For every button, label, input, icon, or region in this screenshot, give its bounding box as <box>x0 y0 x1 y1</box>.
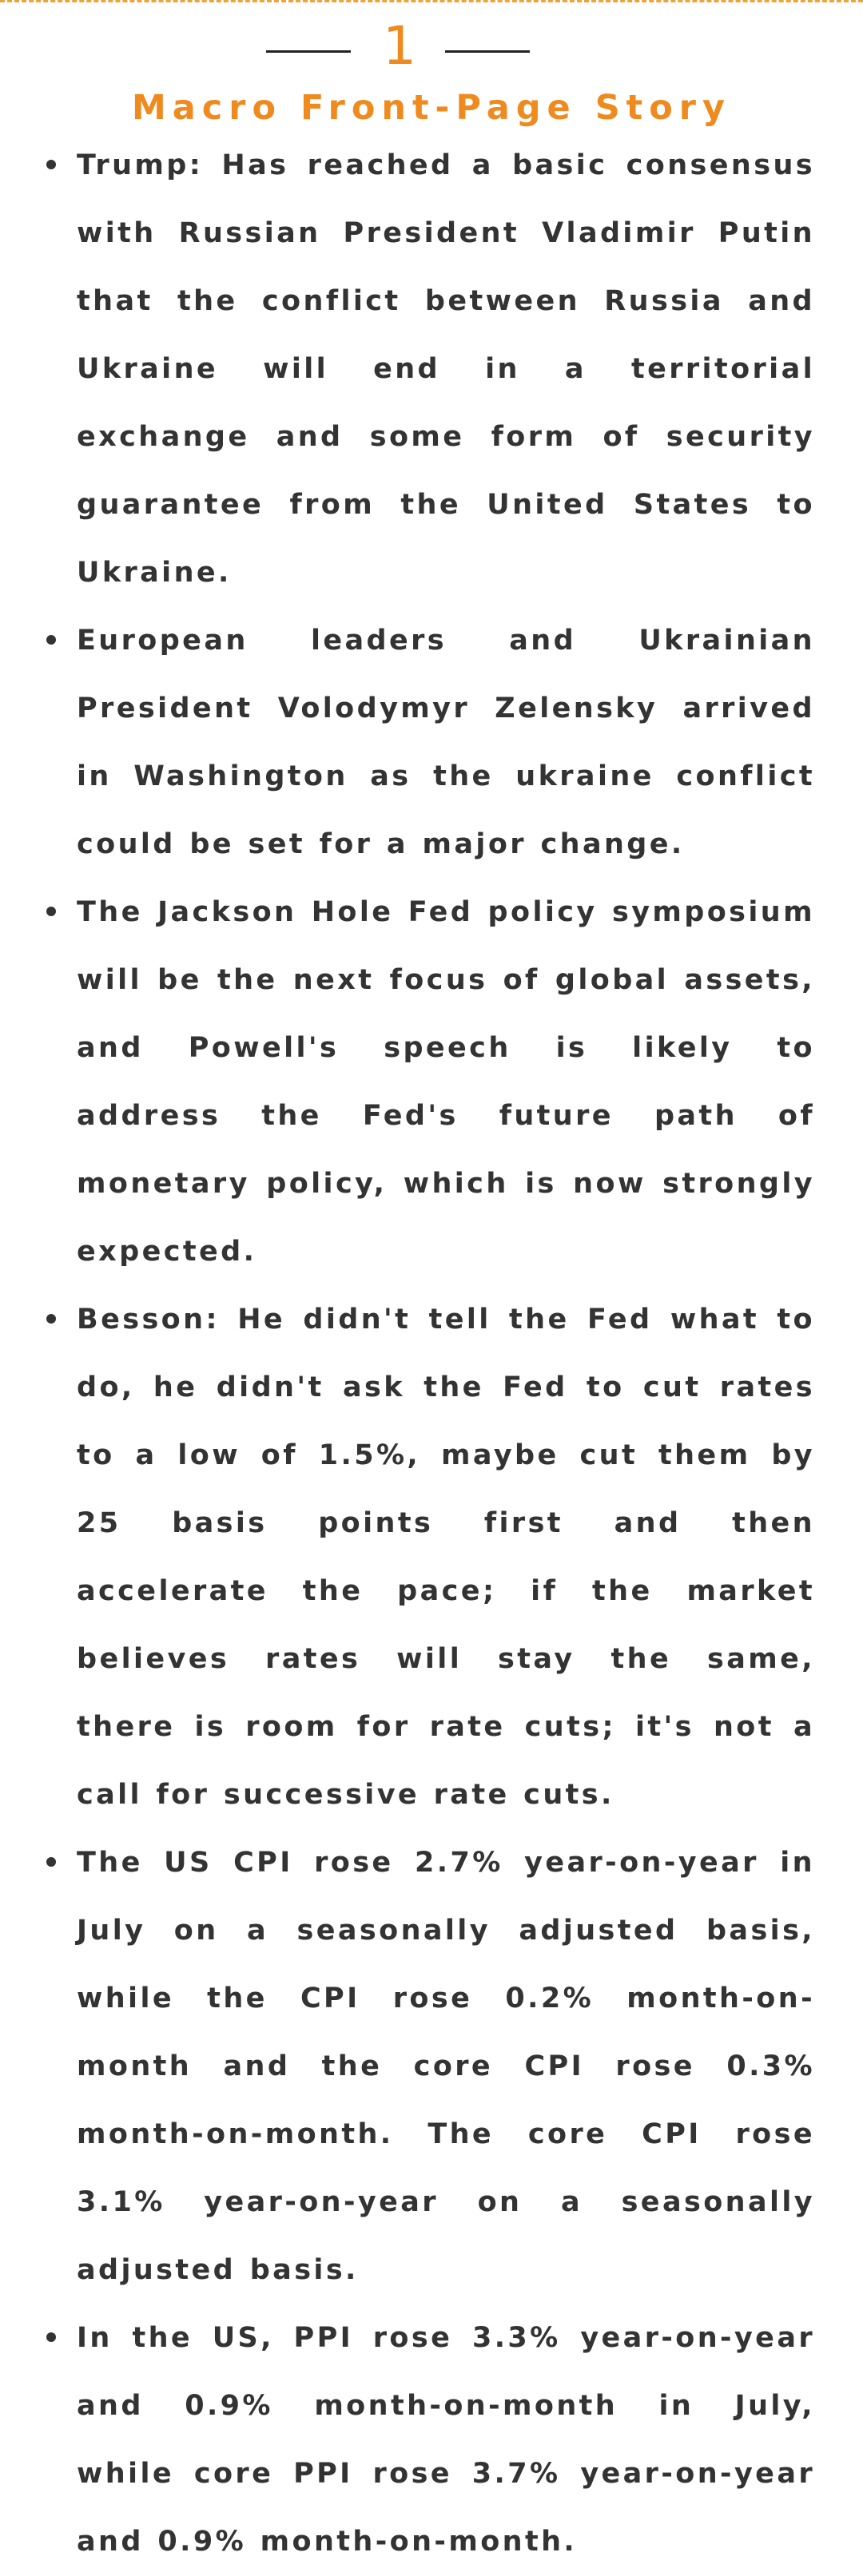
header-right-rule <box>445 50 530 53</box>
news-item-text: Besson: He didn't tell the Fed what to do, he didn't ask the Fed to cut rates to a low of 1.5%, maybe cut them by 25 basis points first and then accelerate the pace; if the market believes rates will stay the same, there is room for rate cuts; it's not a call for successive rate cuts. <box>77 1304 815 1811</box>
news-list <box>0 132 863 2576</box>
section-header <box>0 14 863 78</box>
bullet-icon <box>46 635 56 645</box>
news-item-text: In the US, PPI rose 3.3% year-on-year and 0.9% month-on-month in July, while core PPI rose 3.7% year-on-year and 0.9% month-on-month. <box>77 2322 815 2558</box>
news-item <box>0 1829 863 2304</box>
bullet-icon <box>46 907 56 916</box>
bullet-icon <box>46 1314 56 1324</box>
bullet-icon <box>46 1857 56 1867</box>
news-item-text: The US CPI rose 2.7% year-on-year in July on a seasonally adjusted basis, while the CPI rose 0.2% month-on-month and the core CPI rose 0.3% month-on-month. The core CPI rose 3.1% year-on-year on a seasonally adjusted basis. <box>77 1847 815 2286</box>
header-left-rule <box>266 50 351 53</box>
section-title: Macro Front-Page Story <box>132 88 731 128</box>
news-item <box>0 2304 863 2576</box>
news-item <box>0 132 863 607</box>
news-item <box>0 607 863 879</box>
bullet-icon <box>46 2332 56 2342</box>
bullet-icon <box>46 160 56 169</box>
news-item-text: The Jackson Hole Fed policy symposium will be the next focus of global assets, and Powell's speech is likely to address the Fed's future path of monetary policy, which is now strongly expected. <box>77 896 815 1268</box>
news-item-text: European leaders and Ukrainian President Volodymyr Zelensky arrived in Washington as the ukraine conflict could be set for a major change. <box>77 625 815 860</box>
top-dashed-border <box>0 0 863 2</box>
section-number: 1 <box>383 15 416 77</box>
news-item <box>0 1286 863 1829</box>
news-item <box>0 879 863 1286</box>
news-item-text: Trump: Has reached a basic consensus with Russian President Vladimir Putin that the conflict between Russia and Ukraine will end in a territorial exchange and some form of security guarantee from the United States to Ukraine. <box>77 149 815 589</box>
